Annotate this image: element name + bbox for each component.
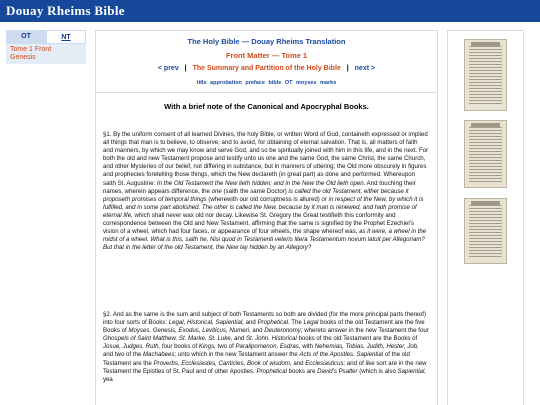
body-text: (which is also: [357, 367, 398, 375]
main-content: [95, 30, 438, 405]
italic-text: Machabees;: [142, 351, 177, 359]
body-text: and of like sort are in the new Testament the Epistles of St. Paul and of other Apostles.: [103, 359, 427, 375]
tab-nt[interactable]: NT: [46, 30, 86, 44]
nav-separator: |: [184, 65, 187, 72]
italic-text: St. John. Historical: [245, 335, 297, 343]
tab-ot[interactable]: OT: [6, 30, 46, 44]
link-ot[interactable]: OT: [284, 80, 293, 86]
body-text: §2. And as the same is the sum and subject of both Testaments so both are divided (for the more principal parts thereof) into four sorts of Books:: [103, 311, 427, 327]
page-header: [96, 31, 437, 93]
italic-text: Proverbs, Ecclesiastes, Canticles, Book of wisdom,: [153, 359, 292, 367]
nav-separator: |: [346, 65, 349, 72]
testament-nav: [6, 30, 86, 64]
link-preface[interactable]: preface: [245, 80, 265, 86]
italic-text: Nehemias, Tobias, Judith, Hester, Job,: [314, 343, 419, 351]
body-text: The: [289, 319, 304, 327]
italic-text: Prophetical.: [257, 319, 290, 327]
nav-link-genesis[interactable]: Genesis: [10, 54, 36, 61]
body-text: And touching their names, wherein appears difference, the: [103, 179, 416, 195]
prev-link[interactable]: < prev: [157, 65, 179, 72]
italic-text: Kings,: [198, 343, 216, 351]
italic-text: Moyses, Genesis, Exodus, Leviticus, Numeri,: [128, 327, 251, 335]
link-title[interactable]: title: [196, 80, 207, 86]
current-section: The Summary and Partition of the Holy Bible: [192, 65, 341, 72]
body-text: (wherewith our old corruptness is allured): [206, 195, 322, 203]
section-heading: With a brief note of the Canonical and Apocryphal Books.: [164, 102, 369, 111]
italic-text: Deuteronomy;: [264, 327, 303, 335]
body-text: four books of: [160, 343, 199, 351]
italic-text: or in respect of the New, by which it is fulfilled, and in some part abolished. The other is called the New, because by it man is renewed, and hath promise of eternal life,: [103, 195, 424, 219]
page-scan-sidebar: [447, 30, 524, 405]
italic-text: Paralipomenon, Esdras,: [235, 343, 301, 351]
italic-text: Sapiential,: [397, 367, 426, 375]
body-text: §1. By the uniform consent of all learned Divines, the holy Bible, or written Word of God, containeth expressed or implied all things that man is to believe, to observe, and to avoid, for obtaining of eternal salvation. That is, all matters of faith and manners, by which we may know and serve God, and so be spiritually joined with him in this life, and in the next. For both the old and new Testament propose and testify unto us one and the same God, the same Christ, the same Church, and other Mysteries of our belief, not differing in substance, but in manners of uttering; the Old more obscurely in figures and prophecies foretelling those things, which the New declareth (in great part) as done and performed. Whereupon saith St. Augustine:: [103, 131, 429, 187]
body-text: books are: [286, 367, 318, 375]
body-text: and: [243, 319, 258, 327]
next-link[interactable]: next >: [354, 65, 376, 72]
page-navigation: [96, 65, 437, 72]
page-scan-icon[interactable]: [464, 39, 507, 111]
italic-text: Ghospels of Saint Matthew, St. Marke, St. Luke,: [103, 335, 233, 343]
page-scan-icon[interactable]: [464, 120, 507, 188]
site-header: [0, 0, 540, 22]
italic-text: is called the old Testament, either because it proposeth promises of temporal things: [103, 187, 409, 203]
italic-text: as it were, a wheel in the midst of a wheel. What is this, saith he, Nisi quod in Testamenti veteris litera Testamentum novum latuit per Allegoriam? But that in the letter of the old Testament, the New lay hidden by an Allegory?: [103, 228, 427, 252]
link-marks[interactable]: marks: [320, 80, 337, 86]
body-text: and: [291, 359, 306, 367]
italic-text: In the Old Testament the New lieth hidden; and in the New the Old lieth open.: [156, 179, 366, 187]
body-text: and: [250, 327, 265, 335]
body-text: with: [300, 343, 315, 351]
link-approbation[interactable]: approbation: [210, 80, 242, 86]
italic-text: Acts of the Apostles. Sapiential: [299, 351, 384, 359]
paragraph-2: [103, 311, 429, 384]
italic-text: Josue, Judges, Ruth,: [103, 343, 161, 351]
page-subtitle: Front Matter — Tome 1: [225, 51, 308, 60]
body-text: yea: [103, 375, 113, 383]
body-text: unto which in the new Testament answer the: [176, 351, 300, 359]
page-scan-icon[interactable]: [464, 198, 507, 264]
link-moyses[interactable]: moyses: [296, 80, 317, 86]
italic-text: Legal: [303, 319, 319, 327]
italic-text: one: [211, 187, 222, 195]
body-text: books of the old Testament are the Books of: [296, 335, 418, 343]
body-text: which shall never wax old nor decay. Likewise St. Gregory the Great testifieth this conformity and correspondence between the Old and New Testament, affirming that the same is signified by the Prophet Ezechiel's vision of a wheel, which had four faces, or appearance of four wheels, the shape whereof was,: [103, 211, 414, 236]
body-text: of the old Testament are the: [103, 351, 410, 367]
italic-text: Prophetical: [256, 367, 287, 375]
site-title[interactable]: Douay Rheims Bible: [6, 3, 125, 18]
italic-text: David's Psalter: [317, 367, 358, 375]
body-text: two of: [215, 343, 236, 351]
testament-tabs: [6, 30, 86, 44]
body-text: whereto answer in the new Testament the four: [302, 327, 429, 335]
paragraph-1: [103, 131, 429, 252]
body-text: (saith the same Doctor): [221, 187, 289, 195]
link-bible[interactable]: bible: [268, 80, 282, 86]
page-title: The Holy Bible — Douay Rheims Translation: [187, 37, 346, 46]
body-text: and two of the: [103, 351, 143, 359]
italic-text: Ecclesiasticus;: [305, 359, 346, 367]
nav-link-tome-1-front[interactable]: Tome 1 Front: [10, 46, 52, 53]
body-text: and: [232, 335, 246, 343]
section-links: [96, 80, 437, 86]
italic-text: Legal, Historical, Sapiential,: [168, 319, 244, 327]
body-text: books of the old Testament are the five Books of: [103, 319, 425, 335]
